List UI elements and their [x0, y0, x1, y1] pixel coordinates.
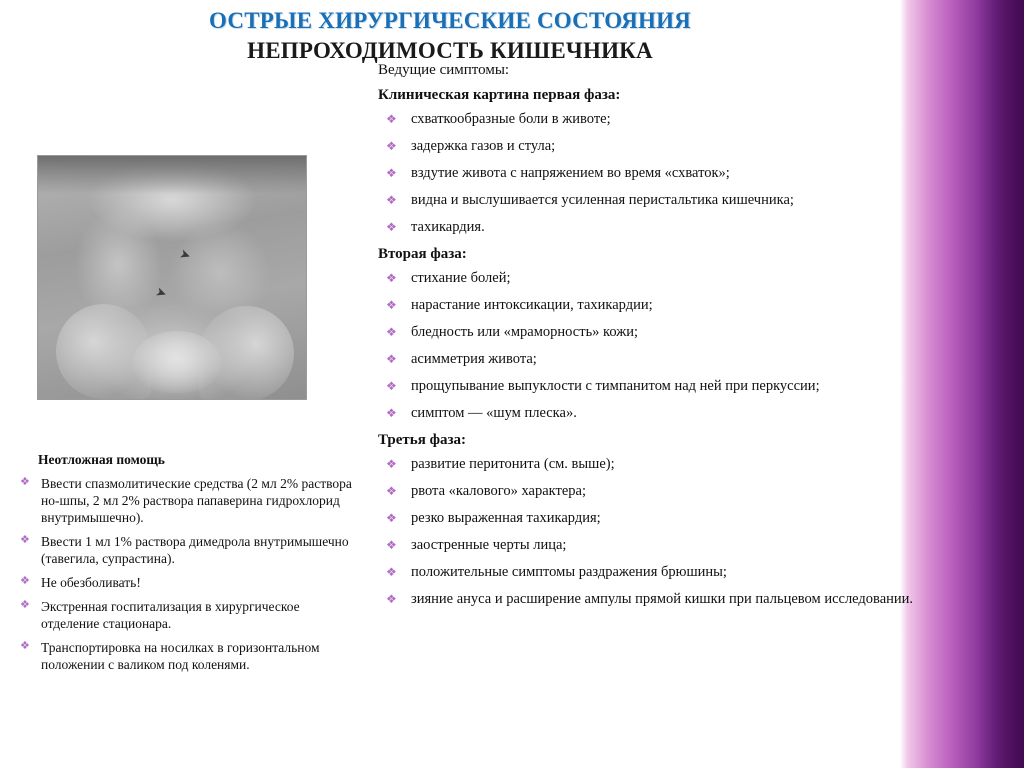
list-item-text: Ввести спазмолитические средства (2 мл 2% раствора но-шпы, 2 мл 2% раствора папаверина гидрохлорид внутримышечно).: [41, 476, 352, 525]
symptom-list-phase-1: [378, 111, 970, 237]
list-item: [378, 192, 970, 210]
list-item: [378, 456, 970, 474]
diamond-bullet-icon: ❖: [20, 640, 30, 652]
list-item: [14, 533, 359, 567]
list-item: [14, 639, 359, 673]
list-item-text: бледность или «мраморность» кожи;: [411, 323, 639, 340]
list-item: [378, 591, 970, 609]
list-item: [378, 378, 970, 396]
symptom-list-phase-2: [378, 270, 970, 423]
diamond-bullet-icon: ❖: [386, 138, 397, 153]
xray-upper-shadow: [38, 156, 306, 194]
list-item: [378, 138, 970, 156]
abdominal-xray-image: [37, 155, 307, 400]
diamond-bullet-icon: ❖: [386, 219, 397, 234]
list-item-text: Экстренная госпитализация в хирургическое отделение стационара.: [41, 599, 300, 631]
list-item-text: прощупывание выпуклости с тимпанитом над ней при перкуссии;: [411, 377, 820, 394]
list-item-text: Транспортировка на носилках в горизонтальном положении с валиком под коленями.: [41, 640, 320, 672]
list-item: [378, 483, 970, 501]
list-item: [378, 537, 970, 555]
list-item-text: симптом — «шум плеска».: [411, 404, 577, 421]
diamond-bullet-icon: ❖: [386, 456, 397, 471]
diamond-bullet-icon: ❖: [386, 324, 397, 339]
list-item-text: стихание болей;: [411, 269, 511, 286]
list-item-text: схваткообразные боли в животе;: [411, 111, 611, 127]
diamond-bullet-icon: ❖: [386, 297, 397, 312]
list-item: [378, 111, 970, 129]
emergency-help-title: Неотложная помощь: [38, 452, 165, 467]
leading-symptoms-label: Ведущие симптомы:: [378, 62, 510, 78]
list-item: [14, 475, 359, 526]
symptom-list-phase-3: [378, 456, 970, 609]
list-item-text: задержка газов и стула;: [411, 137, 556, 154]
diamond-bullet-icon: ❖: [386, 564, 397, 579]
list-item-text: вздутие живота с напряжением во время «схваток»;: [411, 164, 730, 181]
decorative-right-band-inner: [978, 0, 1024, 768]
list-item: [378, 510, 970, 528]
section-heading-phase-3: Третья фаза:: [378, 431, 467, 448]
diamond-bullet-icon: ❖: [386, 378, 397, 393]
list-item-text: тахикардия.: [411, 218, 485, 235]
list-item: [378, 324, 970, 342]
diamond-bullet-icon: ❖: [386, 591, 397, 606]
diamond-bullet-icon: ❖: [20, 575, 30, 587]
list-item: [378, 270, 970, 288]
list-item-text: Не обезболивать!: [41, 575, 141, 590]
list-item-text: Ввести 1 мл 1% раствора димедрола внутримышечно (тавегила, супрастина).: [41, 534, 349, 566]
diamond-bullet-icon: ❖: [20, 534, 30, 546]
emergency-help-list: [14, 475, 359, 673]
list-item-text: видна и выслушивается усиленная перистальтика кишечника;: [411, 191, 794, 208]
diamond-bullet-icon: ❖: [386, 537, 397, 552]
diamond-bullet-icon: ❖: [20, 476, 30, 488]
list-item-text: зияние ануса и расширение ампулы прямой кишки при пальцевом исследовании.: [411, 590, 914, 607]
xray-arrow-marker-icon: ➤: [153, 283, 170, 302]
title-line-1: ОСТРЫЕ ХИРУРГИЧЕСКИЕ СОСТОЯНИЯ: [209, 8, 691, 33]
list-item-text: положительные симптомы раздражения брюшины;: [411, 563, 727, 580]
list-item: [378, 219, 970, 237]
list-item: [14, 574, 359, 591]
diamond-bullet-icon: ❖: [386, 270, 397, 285]
list-item-text: развитие перитонита (см. выше);: [411, 455, 615, 472]
slide-title: [0, 8, 900, 64]
list-item: [378, 564, 970, 582]
list-item-text: нарастание интоксикации, тахикардии;: [411, 296, 653, 313]
emergency-help-block: [14, 452, 359, 680]
diamond-bullet-icon: ❖: [20, 599, 30, 611]
diamond-bullet-icon: ❖: [386, 510, 397, 525]
list-item-text: асимметрия живота;: [411, 350, 537, 367]
section-heading-phase-1: Клиническая картина первая фаза:: [378, 87, 621, 103]
section-heading-phase-2: Вторая фаза:: [378, 245, 467, 262]
xray-arrow-marker-icon: ➤: [177, 245, 194, 264]
diamond-bullet-icon: ❖: [386, 192, 397, 207]
list-item-text: резко выраженная тахикардия;: [411, 509, 601, 526]
diamond-bullet-icon: ❖: [386, 483, 397, 498]
title-line-2: НЕПРОХОДИМОСТЬ КИШЕЧНИКА: [247, 38, 653, 63]
list-item: [378, 351, 970, 369]
diamond-bullet-icon: ❖: [386, 405, 397, 420]
symptoms-content: [378, 62, 970, 617]
diamond-bullet-icon: ❖: [386, 351, 397, 366]
diamond-bullet-icon: ❖: [386, 112, 397, 126]
xray-bladder-shadow: [133, 331, 221, 393]
list-item: [378, 297, 970, 315]
list-item: [378, 405, 970, 423]
diamond-bullet-icon: ❖: [386, 165, 397, 180]
list-item: [378, 165, 970, 183]
list-item: [14, 598, 359, 632]
list-item-text: рвота «калового» характера;: [411, 482, 586, 499]
list-item-text: заостренные черты лица;: [411, 536, 567, 553]
